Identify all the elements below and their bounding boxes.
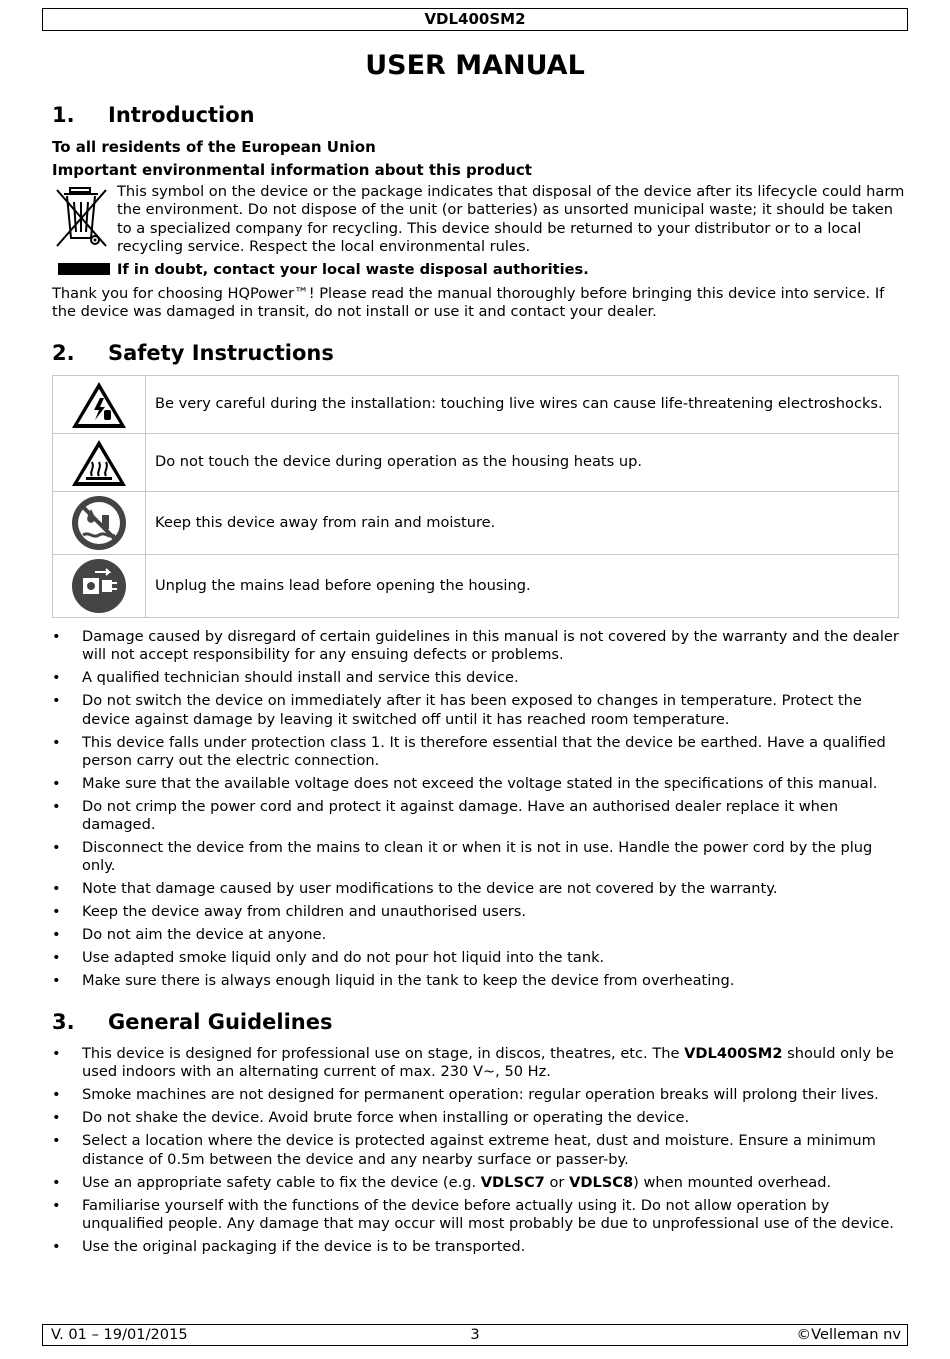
safety-bullet-list [52,628,902,995]
header-model: VDL400SM2 [424,10,526,28]
safety-table [52,375,899,618]
safety-icon-cell [53,376,146,434]
footer-copyright: ©Velleman nv [796,1326,901,1343]
safety-icon-cell [53,434,146,492]
list-item: • This device falls under protection class 1. It is therefore essential that the device be earthed. Have a qualified person carry out the electric connection. [52,734,902,771]
section-1-title: Introduction [108,103,255,127]
safety-text-cell: Keep this device away from rain and moisture. [146,492,899,555]
safety-text-cell: Be very careful during the installation: touching live wires can cause life-threatening electroshocks. [146,376,899,434]
page-footer [42,1324,908,1346]
weee-black-bar [58,263,110,275]
footer-page-number: 3 [470,1326,480,1343]
safety-row [53,434,899,492]
safety-text-cell: Unplug the mains lead before opening the housing. [146,555,899,618]
guideline-text: Use an appropriate safety cable to fix the device (e.g. [82,1173,481,1191]
section-2-title: Safety Instructions [108,341,334,365]
unplug-mains-icon [71,558,127,614]
list-item: • Disconnect the device from the mains to clean it or when it is not in use. Handle the power cord by the plug only. [52,839,902,876]
list-item: • Keep the device away from children and unauthorised users. [52,903,902,921]
list-item [52,1174,902,1192]
model-name: VDL400SM2 [684,1045,783,1062]
list-item: • Do not switch the device on immediately after it has been exposed to changes in temperature. Protect the device against damage by leaving it switched off until it has reached room temperature. [52,692,902,729]
section-2-number: 2. [52,341,75,365]
no-moisture-icon [71,495,127,551]
section-3-heading [52,1010,332,1034]
list-item: • Do not aim the device at anyone. [52,926,902,944]
section-1-number: 1. [52,103,75,127]
environment-info-line: Important environmental information about this product [52,161,532,179]
list-item: • Smoke machines are not designed for permanent operation: regular operation breaks will prolong their lives. [52,1086,902,1104]
guideline-text: should only be used indoors with an alternating current of max. 230 V~, 50 Hz. [82,1045,894,1081]
list-item: • Make sure there is always enough liquid in the tank to keep the device from overheating. [52,972,902,990]
eu-residents-line: To all residents of the European Union [52,138,376,156]
list-item [52,1045,902,1082]
safety-text-cell: Do not touch the device during operation as the housing heats up. [146,434,899,492]
safety-row [53,492,899,555]
list-item: • Make sure that the available voltage does not exceed the voltage stated in the specifications of this manual. [52,775,902,793]
page-header [42,8,908,31]
safety-row [53,376,899,434]
crossed-out-bin-icon [54,184,110,252]
list-item: • Use the original packaging if the device is to be transported. [52,1238,902,1256]
waste-authorities-line: If in doubt, contact your local waste disposal authorities. [117,261,589,278]
guideline-text: ) when mounted overhead. [633,1173,832,1191]
list-item: • A qualified technician should install and service this device. [52,669,902,687]
hot-surface-warning-icon [70,438,128,488]
thank-you-paragraph: Thank you for choosing HQPower™! Please read the manual thoroughly before bringing this device into service. If the device was damaged in transit, do not install or use it and contact your dealer. [52,285,885,321]
guidelines-bullet-list [52,1045,902,1261]
section-3-title: General Guidelines [108,1010,333,1034]
safety-row [53,555,899,618]
safety-cable-code: VDLSC8 [569,1173,634,1191]
list-item: • Damage caused by disregard of certain guidelines in this manual is not covered by the warranty and the dealer will not accept responsibility for any ensuing defects or problems. [52,628,902,665]
list-item: • Do not shake the device. Avoid brute force when installing or operating the device. [52,1109,902,1127]
list-item: • Use adapted smoke liquid only and do not pour hot liquid into the tank. [52,949,902,967]
guideline-text: This device is designed for professional use on stage, in discos, theatres, etc. The [82,1045,685,1062]
section-2-heading [52,341,334,365]
safety-cable-code: VDLSC7 [480,1173,545,1191]
safety-icon-cell [53,555,146,618]
guideline-text: or [544,1173,570,1191]
list-item: • Note that damage caused by user modifications to the device are not covered by the warranty. [52,880,902,898]
section-3-number: 3. [52,1010,75,1034]
list-item: • Familiarise yourself with the functions of the device before actually using it. Do not allow operation by unqualified people. Any damage that may occur will most probably be due to unprofessional use of the device. [52,1197,902,1234]
footer-version: V. 01 – 19/01/2015 [51,1326,188,1343]
electric-shock-warning-icon [70,380,128,430]
list-item: • Select a location where the device is protected against extreme heat, dust and moisture. Ensure a minimum distance of 0.5m between the device and any nearby surface or passer-by. [52,1132,902,1169]
weee-disposal-text: This symbol on the device or the package indicates that disposal of the device after its lifecycle could harm the environment. Do not dispose of the unit (or batteries) as unsorted municipal waste; it should be taken to a specialized company for recycling. This device should be returned to your distributor or to a local recycling service. Respect the local environmental rules. [117,183,905,255]
safety-icon-cell [53,492,146,555]
page-title: USER MANUAL [365,50,585,81]
section-1-heading [52,103,255,127]
list-item: • Do not crimp the power cord and protect it against damage. Have an authorised dealer replace it when damaged. [52,798,902,835]
